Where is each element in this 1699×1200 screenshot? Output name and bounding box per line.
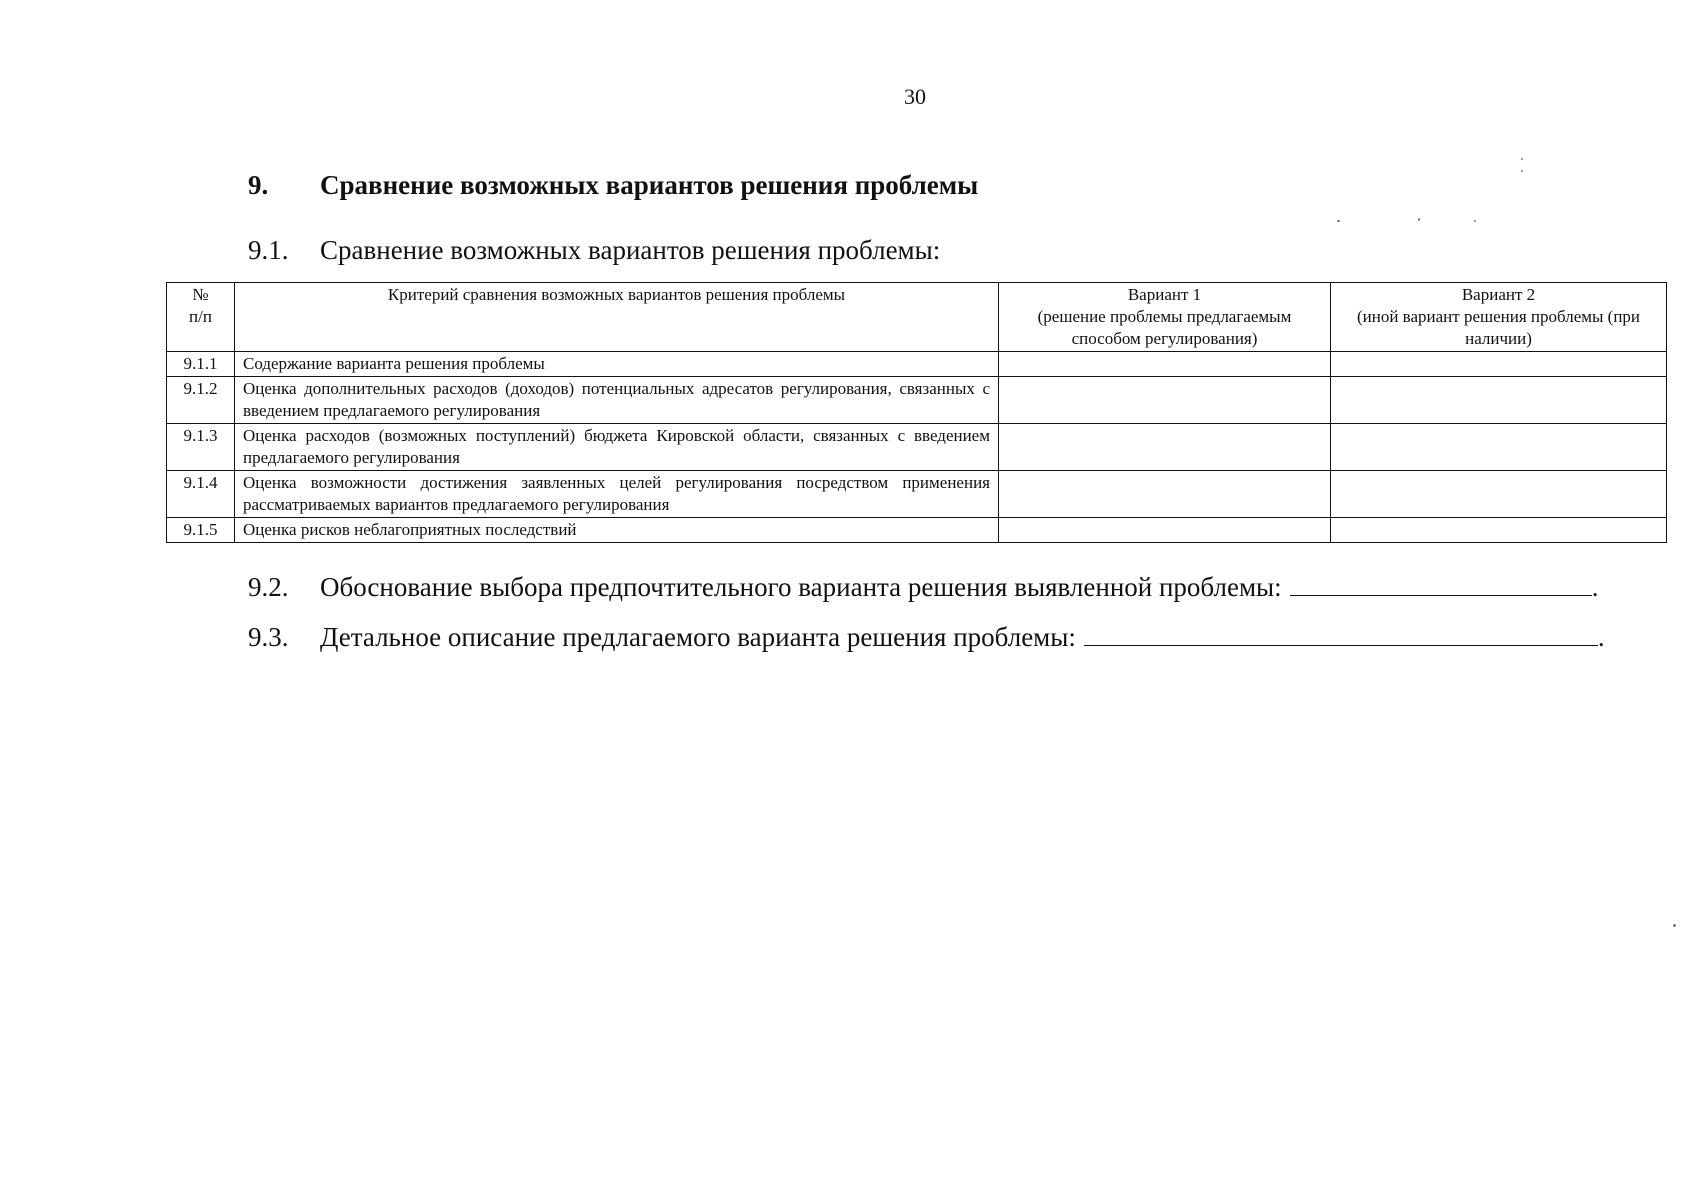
scan-speck (1337, 220, 1340, 222)
trailing-period: . (1597, 622, 1605, 652)
header-number-abbr: п/п (189, 307, 212, 326)
scan-speck (1474, 220, 1476, 222)
subsection-9-2 (248, 572, 1598, 603)
header-variant-2-title: Вариант 2 (1461, 285, 1536, 304)
table-row (167, 471, 1667, 518)
section-heading (248, 170, 978, 201)
section-title: Сравнение возможных вариантов решения проблемы (320, 170, 979, 200)
row-variant-2-cell (1331, 352, 1667, 377)
row-criterion: Оценка рисков неблагоприятных последствий (235, 518, 999, 543)
row-criterion: Оценка возможности достижения заявленных целей регулирования посредством применения рассматриваемых вариантов предлагаемого регулирования (235, 471, 999, 518)
header-variant-2-subtitle: (иной вариант решения проблемы (при наличии) (1356, 307, 1641, 348)
scan-speck (1418, 218, 1420, 221)
trailing-period: . (1591, 572, 1599, 602)
header-criterion: Критерий сравнения возможных вариантов решения проблемы (235, 283, 999, 352)
scan-speck (1521, 170, 1523, 172)
row-number: 9.1.3 (167, 424, 235, 471)
header-variant-2 (1331, 283, 1667, 352)
header-variant-1-title: Вариант 1 (1127, 285, 1202, 304)
row-number: 9.1.1 (167, 352, 235, 377)
table-header-row (167, 283, 1667, 352)
header-variant-1 (999, 283, 1331, 352)
fill-in-blank (1290, 575, 1592, 596)
row-variant-1-cell (999, 518, 1331, 543)
row-number: 9.1.4 (167, 471, 235, 518)
header-number-sign: № (192, 285, 209, 304)
scan-speck (1521, 158, 1523, 160)
page-number: 30 (904, 84, 926, 109)
table-row (167, 424, 1667, 471)
section-number: 9. (248, 170, 269, 200)
header-variant-1-subtitle: (решение проблемы предлагаемым способом регулирования) (1037, 307, 1292, 348)
row-variant-2-cell (1331, 471, 1667, 518)
row-variant-1-cell (999, 352, 1331, 377)
subsection-text: Детальное описание предлагаемого варианта решения проблемы: (320, 622, 1076, 652)
subsection-number: 9.2. (248, 572, 289, 602)
subsection-text: Сравнение возможных вариантов решения проблемы: (320, 235, 941, 265)
row-variant-1-cell (999, 377, 1331, 424)
row-criterion: Содержание варианта решения проблемы (235, 352, 999, 377)
row-variant-2-cell (1331, 377, 1667, 424)
subsection-9-1 (248, 235, 940, 266)
scan-speck (1673, 924, 1676, 927)
row-variant-1-cell (999, 424, 1331, 471)
fill-in-blank (1084, 625, 1598, 646)
subsection-text: Обоснование выбора предпочтительного варианта решения выявленной проблемы: (320, 572, 1282, 602)
row-number: 9.1.2 (167, 377, 235, 424)
row-criterion: Оценка расходов (возможных поступлений) бюджета Кировской области, связанных с введением предлагаемого регулирования (235, 424, 999, 471)
row-variant-2-cell (1331, 424, 1667, 471)
row-variant-2-cell (1331, 518, 1667, 543)
header-number (167, 283, 235, 352)
row-variant-1-cell (999, 471, 1331, 518)
row-number: 9.1.5 (167, 518, 235, 543)
table-row (167, 352, 1667, 377)
subsection-number: 9.1. (248, 235, 289, 265)
table-row (167, 377, 1667, 424)
subsection-9-3 (248, 622, 1605, 653)
comparison-table (166, 282, 1667, 543)
table-row (167, 518, 1667, 543)
row-criterion: Оценка дополнительных расходов (доходов) потенциальных адресатов регулирования, связанных с введением предлагаемого регулирования (235, 377, 999, 424)
subsection-number: 9.3. (248, 622, 289, 652)
